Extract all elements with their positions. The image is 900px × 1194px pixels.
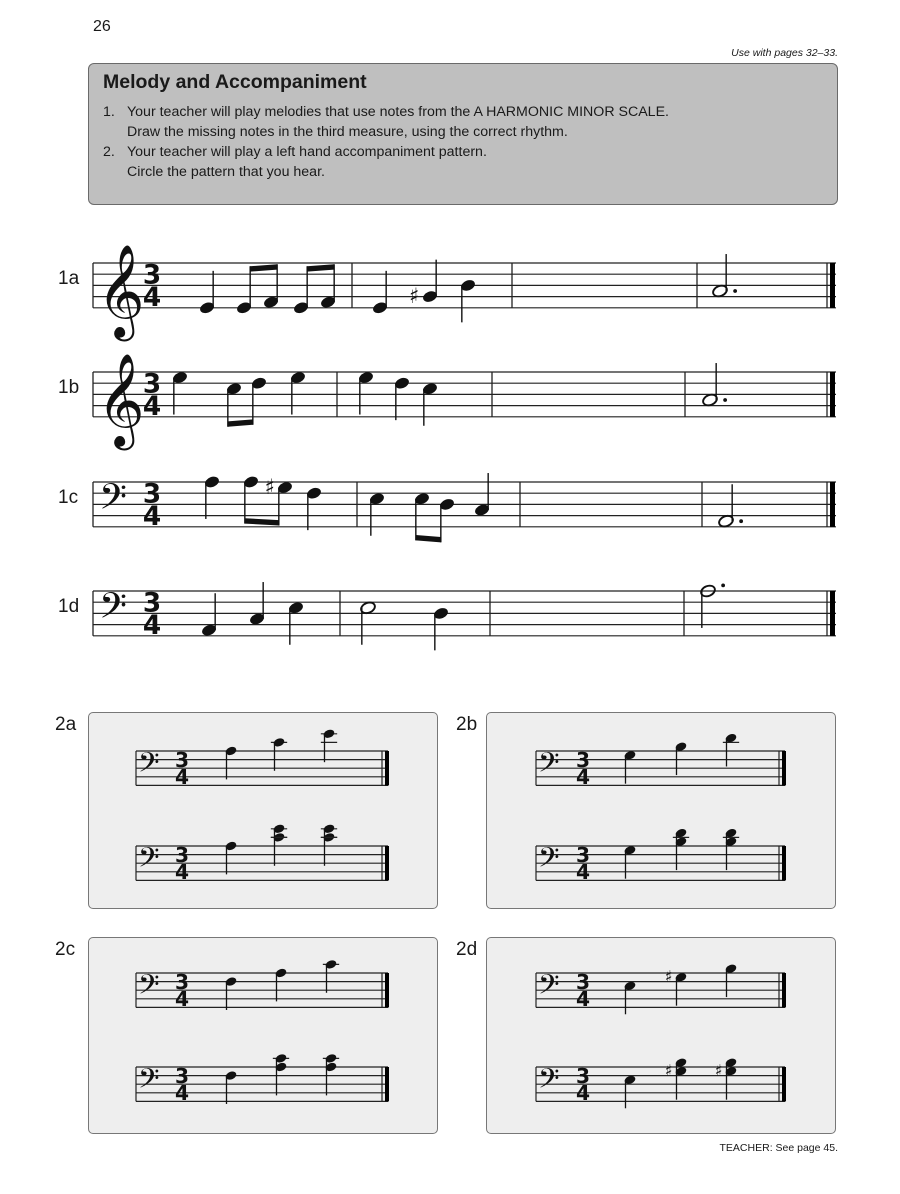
- instruction-line: Your teacher will play melodies that use notes from the A HARMONIC MINOR SCALE.: [127, 104, 669, 120]
- time-signature-top: 3: [174, 747, 190, 772]
- beam: [245, 518, 279, 525]
- clef-icon: 𝄢: [99, 585, 128, 637]
- final-barline-thick: [782, 973, 786, 1007]
- clef-icon: 𝄞: [97, 352, 145, 447]
- time-signature-bottom: 4: [174, 860, 190, 885]
- clef-icon: 𝄢: [538, 1062, 560, 1102]
- final-barline-thick: [782, 1067, 786, 1101]
- clef-icon: 𝄞: [97, 243, 145, 338]
- time-signature-bottom: 4: [142, 392, 162, 423]
- time-signature-top: 3: [575, 969, 591, 994]
- final-barline-thick: [385, 973, 389, 1007]
- augmentation-dot: [739, 519, 743, 523]
- instructions-title: Melody and Accompaniment: [103, 71, 367, 93]
- sharp-sign: ♯: [664, 1061, 673, 1081]
- time-signature-top: 3: [174, 1063, 190, 1088]
- instruction-line: Your teacher will play a left hand accompaniment pattern.: [127, 144, 487, 160]
- time-signature-top: 3: [575, 747, 591, 772]
- time-signature-top: 3: [575, 1063, 591, 1088]
- exercise-label-1c: 1c: [58, 487, 79, 508]
- time-signature-bottom: 4: [174, 987, 190, 1012]
- sharp-sign: ♯: [264, 474, 276, 500]
- instruction-line: Circle the pattern that you hear.: [127, 164, 325, 180]
- use-with-note: Use with pages 32–33.: [731, 47, 838, 59]
- clef-icon: 𝄢: [99, 476, 128, 528]
- time-signature-bottom: 4: [142, 502, 162, 533]
- augmentation-dot: [733, 289, 737, 293]
- time-signature-bottom: 4: [142, 283, 162, 314]
- beam: [307, 264, 334, 271]
- sharp-sign: ♯: [664, 967, 673, 987]
- instruction-line: Draw the missing notes in the third measure, using the correct rhythm.: [127, 124, 568, 140]
- augmentation-dot: [723, 398, 727, 402]
- beam: [228, 419, 253, 426]
- clef-icon: 𝄢: [138, 746, 160, 786]
- time-signature-top: 3: [575, 842, 591, 867]
- final-barline-thick: [782, 751, 786, 785]
- beam: [416, 535, 441, 542]
- time-signature-bottom: 4: [142, 611, 162, 642]
- exercise-label-2c: 2c: [55, 939, 76, 960]
- clef-icon: 𝄢: [538, 841, 560, 881]
- instruction-number: 1.: [103, 104, 115, 120]
- time-signature-top: 3: [142, 588, 162, 619]
- exercise-label-2b: 2b: [456, 714, 478, 735]
- time-signature-bottom: 4: [174, 1081, 190, 1106]
- clef-icon: 𝄢: [138, 841, 160, 881]
- exercise-label-1d: 1d: [58, 596, 80, 617]
- time-signature-top: 3: [142, 479, 162, 510]
- final-barline-thick: [830, 482, 835, 527]
- augmentation-dot: [721, 584, 725, 588]
- sharp-sign: ♯: [714, 1061, 723, 1081]
- clef-icon: 𝄢: [138, 1062, 160, 1102]
- clef-icon: 𝄢: [538, 968, 560, 1008]
- final-barline-thick: [385, 751, 389, 785]
- time-signature-bottom: 4: [575, 860, 591, 885]
- time-signature-bottom: 4: [575, 987, 591, 1012]
- final-barline-thick: [830, 263, 835, 308]
- final-barline-thick: [782, 846, 786, 880]
- time-signature-top: 3: [142, 369, 162, 400]
- time-signature-top: 3: [142, 260, 162, 291]
- final-barline-thick: [830, 591, 835, 636]
- exercise-label-2a: 2a: [55, 714, 77, 735]
- time-signature-top: 3: [174, 969, 190, 994]
- time-signature-top: 3: [174, 842, 190, 867]
- time-signature-bottom: 4: [575, 1081, 591, 1106]
- final-barline-thick: [830, 372, 835, 417]
- instruction-number: 2.: [103, 144, 115, 160]
- exercise-label-1b: 1b: [58, 377, 80, 398]
- time-signature-bottom: 4: [575, 765, 591, 790]
- exercise-label-2d: 2d: [456, 939, 478, 960]
- clef-icon: 𝄢: [138, 968, 160, 1008]
- page-number: 26: [93, 18, 111, 35]
- final-barline-thick: [385, 1067, 389, 1101]
- time-signature-bottom: 4: [174, 765, 190, 790]
- sharp-sign: ♯: [409, 283, 420, 309]
- final-barline-thick: [385, 846, 389, 880]
- beam: [250, 264, 277, 271]
- teacher-footer: TEACHER: See page 45.: [719, 1142, 838, 1154]
- clef-icon: 𝄢: [538, 746, 560, 786]
- exercise-label-1a: 1a: [58, 268, 80, 289]
